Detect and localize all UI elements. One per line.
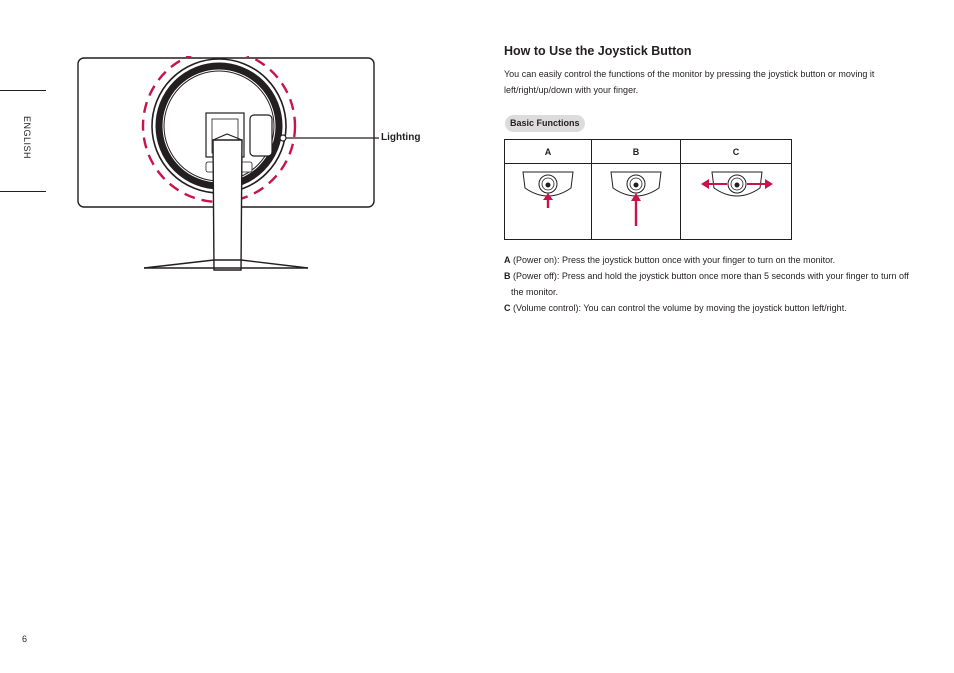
language-label: ENGLISH (22, 116, 32, 160)
cell-power-on (505, 164, 592, 240)
lighting-callout-dot (280, 135, 286, 141)
note-power-on (504, 252, 914, 268)
monitor-back-illustration (76, 56, 426, 276)
header-b: B (592, 140, 681, 164)
joystick-press-icon (505, 164, 591, 234)
joystick-hold-icon (592, 164, 680, 234)
section-intro: You can easily control the functions of the monitor by pressing the joystick button or moving it left/right/up/down with your finger. (504, 69, 875, 95)
lighting-label: Lighting (381, 132, 421, 143)
note-key: A (504, 255, 511, 265)
basic-functions-table (504, 139, 792, 240)
side-rule-top (0, 90, 46, 91)
joystick-left-right-icon (681, 164, 791, 234)
note-text: (Power off): Press and hold the joystick button once more than 5 seconds with your finger to turn off the monitor. (511, 271, 909, 297)
header-a: A (505, 140, 592, 164)
section-title: How to Use the Joystick Button (504, 44, 692, 58)
note-text: (Volume control): You can control the volume by moving the joystick button left/right. (513, 303, 847, 313)
table-header-row (505, 140, 792, 164)
basic-functions-badge: Basic Functions (505, 115, 585, 132)
note-text: (Power on): Press the joystick button once with your finger to turn on the monitor. (513, 255, 836, 265)
note-volume (504, 300, 914, 316)
cell-volume (681, 164, 792, 240)
note-key: C (504, 303, 511, 313)
header-c: C (681, 140, 792, 164)
function-notes (504, 252, 914, 316)
table-illustration-row (505, 164, 792, 240)
side-rule-bottom (0, 191, 46, 192)
stand-neck (213, 140, 242, 270)
page-number: 6 (22, 634, 28, 644)
cell-power-off (592, 164, 681, 240)
note-key: B (504, 271, 511, 281)
port-cover (250, 115, 272, 156)
note-power-off (504, 268, 914, 300)
